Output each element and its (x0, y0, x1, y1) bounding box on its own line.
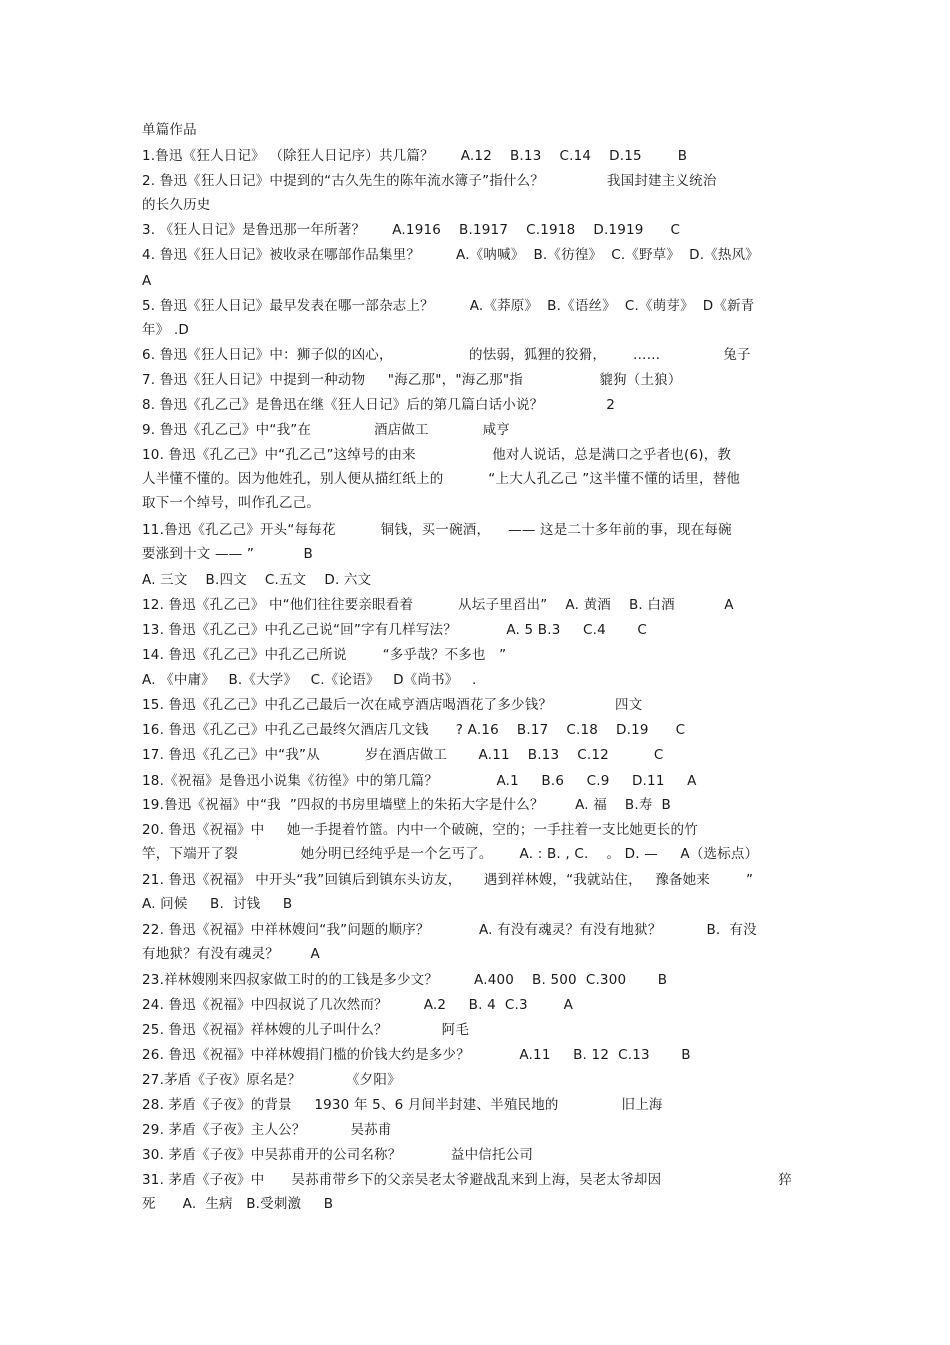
text-line: 6. 鲁迅《狂人日记》中：狮子似的凶心， 的怯弱，狐狸的狡猾， …… 兔子 (142, 347, 751, 363)
text-line: 4. 鲁迅《狂人日记》被收录在哪部作品集里？ A.《呐喊》 B.《彷徨》 C.《野草》 D.《热风》 (142, 247, 759, 263)
text-line: 14. 鲁迅《孔乙己》中孔乙己所说 “多乎哉？不多也 ” (142, 647, 507, 663)
text-line: 19.鲁迅《祝福》中“我 ”四叔的书房里墙壁上的朱拓大字是什么？ A. 福 B.寿 B (142, 797, 672, 813)
text-line: 15. 鲁迅《孔乙己》中孔乙己最后一次在咸亨酒店喝酒花了多少钱？ 四文 (142, 697, 643, 713)
text-line: 5. 鲁迅《狂人日记》最早发表在哪一部杂志上？ A.《莽原》 B.《语丝》 C.《萌芽》 D《新青 (142, 298, 755, 314)
text-line: 13. 鲁迅《孔乙己》中孔乙己说“回”字有几样写法？ A. 5 B.3 C.4 C (142, 622, 647, 638)
text-line: 26. 鲁迅《祝福》中祥林嫂捐门槛的价钱大约是多少？ A.11 B. 12 C.13 B (142, 1047, 691, 1063)
text-line: A (142, 273, 152, 289)
text-line: 3. 《狂人日记》是鲁迅那一年所著？ A.1916 B.1917 C.1918 D.1919 C (142, 222, 681, 238)
text-line: 31. 茅盾《子夜》中 吴荪甫带乡下的父亲吴老太爷避战乱来到上海，吴老太爷却因 猝 (142, 1172, 792, 1188)
text-line: 16. 鲁迅《孔乙己》中孔乙己最终欠酒店几文钱 ? A.16 B.17 C.18 D.19 C (142, 722, 686, 738)
text-line: 1.鲁迅《狂人日记》 （除狂人日记序）共几篇？ A.12 B.13 C.14 D.15 B (142, 148, 688, 164)
text-line: 9. 鲁迅《孔乙己》中“我”在 酒店做工 咸亨 (142, 422, 511, 438)
text-line: 12. 鲁迅《孔乙己》 中“他们往往要亲眼看着 从坛子里舀出” A. 黄酒 B. 白酒 A (142, 597, 734, 613)
text-line: 24. 鲁迅《祝福》中四叔说了几次然而？ A.2 B. 4 C.3 A (142, 997, 574, 1013)
text-line: 17. 鲁迅《孔乙己》中“我”从 岁在酒店做工 A.11 B.13 C.12 C (142, 747, 664, 763)
text-line: 8. 鲁迅《孔乙己》是鲁迅在继《狂人日记》后的第几篇白话小说？ 2 (142, 397, 616, 413)
text-line: 23.祥林嫂刚来四叔家做工时的的工钱是多少文？ A.400 B. 500 C.300 B (142, 972, 668, 988)
text-line: A. 三文 B.四文 C.五文 D. 六文 (142, 572, 372, 588)
text-line: 年》 .D (142, 322, 189, 338)
text-line: 7. 鲁迅《狂人日记》中提到一种动物 "海乙那"，"海乙那"指 貔狗（土狼） (142, 372, 682, 388)
text-line: 27.茅盾《子夜》原名是？ 《夕阳》 (142, 1072, 401, 1088)
text-line: 有地狱？有没有魂灵？ A (142, 946, 320, 962)
section-heading: 单篇作品 (142, 122, 197, 138)
text-line: 30. 茅盾《子夜》中吴荪甫开的公司名称？ 益中信托公司 (142, 1147, 534, 1163)
text-line: 29. 茅盾《子夜》主人公？ 吴荪甫 (142, 1122, 392, 1138)
text-line: 人半懂不懂的。因为他姓孔，别人便从描红纸上的 “上大人孔乙己 ”这半懂不懂的话里，替他 (142, 471, 741, 487)
text-line: 要涨到十文 —— ” B (142, 546, 313, 562)
text-line: 的长久历史 (142, 197, 211, 213)
text-line: A. 《中庸》 B.《大学》 C.《论语》 D《尚书》 . (142, 672, 477, 688)
text-line: 28. 茅盾《子夜》的背景 1930 年 5、6 月间半封建、半殖民地的 旧上海 (142, 1097, 663, 1113)
text-line: 取下一个绰号，叫作孔乙己。 (142, 495, 321, 511)
text-line: 死 A. 生病 B.受刺激 B (142, 1196, 334, 1212)
text-line: 2. 鲁迅《狂人日记》中提到的“古久先生的陈年流水簿子”指什么？ 我国封建主义统治 (142, 173, 717, 189)
text-line: 22. 鲁迅《祝福》中祥林嫂问“我”问题的顺序？ A. 有没有魂灵？有没有地狱？ B. 有没 (142, 922, 757, 938)
text-line: 18.《祝福》是鲁迅小说集《彷徨》中的第几篇？ A.1 B.6 C.9 D.11 A (142, 773, 697, 789)
text-line: 11.鲁迅《孔乙己》开头“每每花 铜钱，买一碗酒， —— 这是二十多年前的事，现在每碗 (142, 522, 732, 538)
text-line: 10. 鲁迅《孔乙己》中“孔乙己”这绰号的由来 他对人说话，总是满口之乎者也(6)，教 (142, 447, 732, 463)
text-line: 竿，下端开了裂 她分明已经纯乎是一个乞丐了。 A. : B. , C. 。 D. — A（选标点） (142, 846, 759, 862)
text-line: 21. 鲁迅《祝福》 中开头“我”回镇后到镇东头访友， 遇到祥林嫂，“我就站住， 豫备她来 ” (142, 872, 754, 888)
text-line: 20. 鲁迅《祝福》中 她一手提着竹篮。内中一个破碗，空的；一手拄着一支比她更长的竹 (142, 822, 698, 838)
text-line: A. 问候 B. 讨钱 B (142, 896, 293, 912)
text-line: 25. 鲁迅《祝福》祥林嫂的儿子叫什么？ 阿毛 (142, 1022, 470, 1038)
